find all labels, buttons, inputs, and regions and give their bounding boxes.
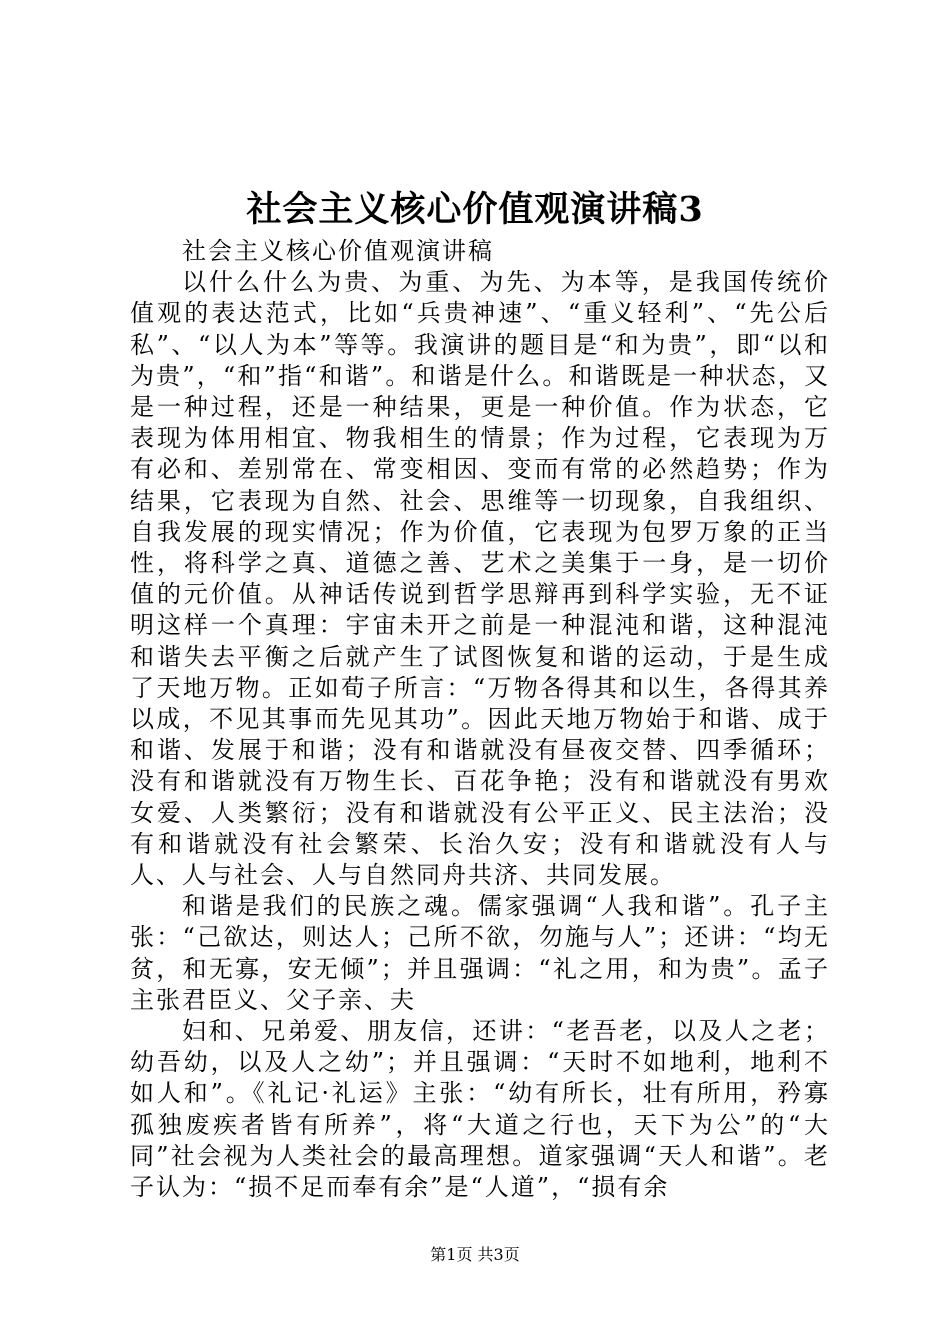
paragraph-3: 妇和、兄弟爱、朋友信，还讲：“老吾老，以及人之老；幼吾幼，以及人之幼”；并且强调：“天时不如地利，地利不如人和”。《礼记·礼运》主张：“幼有所长，壮有所用，矜寡孤独废疾者皆有所养”，将“大道之行也，天下为公”的“大同”社会视为人类社会的最高理想。道家强调“天人和谐”。老子认为：“损不足而奉有余”是“人道”，“损有余 [130,1017,830,1202]
page-footer: 第1页 共3页 [430,1245,520,1264]
document-title: 社会主义核心价值观演讲稿3 [246,189,704,230]
paragraph-1: 以什么什么为贵、为重、为先、为本等，是我国传统价值观的表达范式，比如“兵贵神速”、“重义轻利”、“先公后私”、“以人为本”等等。我演讲的题目是“和为贵”，即“以和为贵”，“和”指“和谐”。和谐是什么。和谐既是一种状态，又是一种过程，还是一种结果，更是一种价值。作为状态，它表现为体用相宜、物我相生的情景；作为过程，它表现为万有必和、差别常在、常变相因、变而有常的必然趋势；作为结果，它表现为自然、社会、思维等一切现象，自我组织、自我发展的现实情况；作为价值，它表现为包罗万象的正当性，将科学之真、道德之善、艺术之美集于一身，是一切价值的元价值。从神话传说到哲学思辩再到科学实验，无不证明这样一个真理：宇宙未开之前是一种混沌和谐，这种混沌和谐失去平衡之后就产生了试图恢复和谐的运动，于是生成了天地万物。正如荀子所言：“万物各得其和以生，各得其养以成，不见其事而先见其功”。因此天地万物始于和谐、成于和谐、发展于和谐；没有和谐就没有昼夜交替、四季循环；没有和谐就没有万物生长、百花争艳；没有和谐就没有男欢女爱、人类繁衍；没有和谐就没有公平正义、民主法治；没有和谐就没有社会繁荣、长治久安；没有和谐就没有人与人、人与社会、人与自然同舟共济、共同发展。 [130,268,830,890]
paragraph-2: 和谐是我们的民族之魂。儒家强调“人我和谐”。孔子主张：“己欲达，则达人；己所不欲，勿施与人”；还讲：“均无贫，和无寡，安无倾”；并且强调：“礼之用，和为贵”。孟子主张君臣义、父子亲、夫 [130,892,830,1014]
paragraph-subtitle: 社会主义核心价值观演讲稿 [182,237,494,265]
document-body [130,236,830,1203]
